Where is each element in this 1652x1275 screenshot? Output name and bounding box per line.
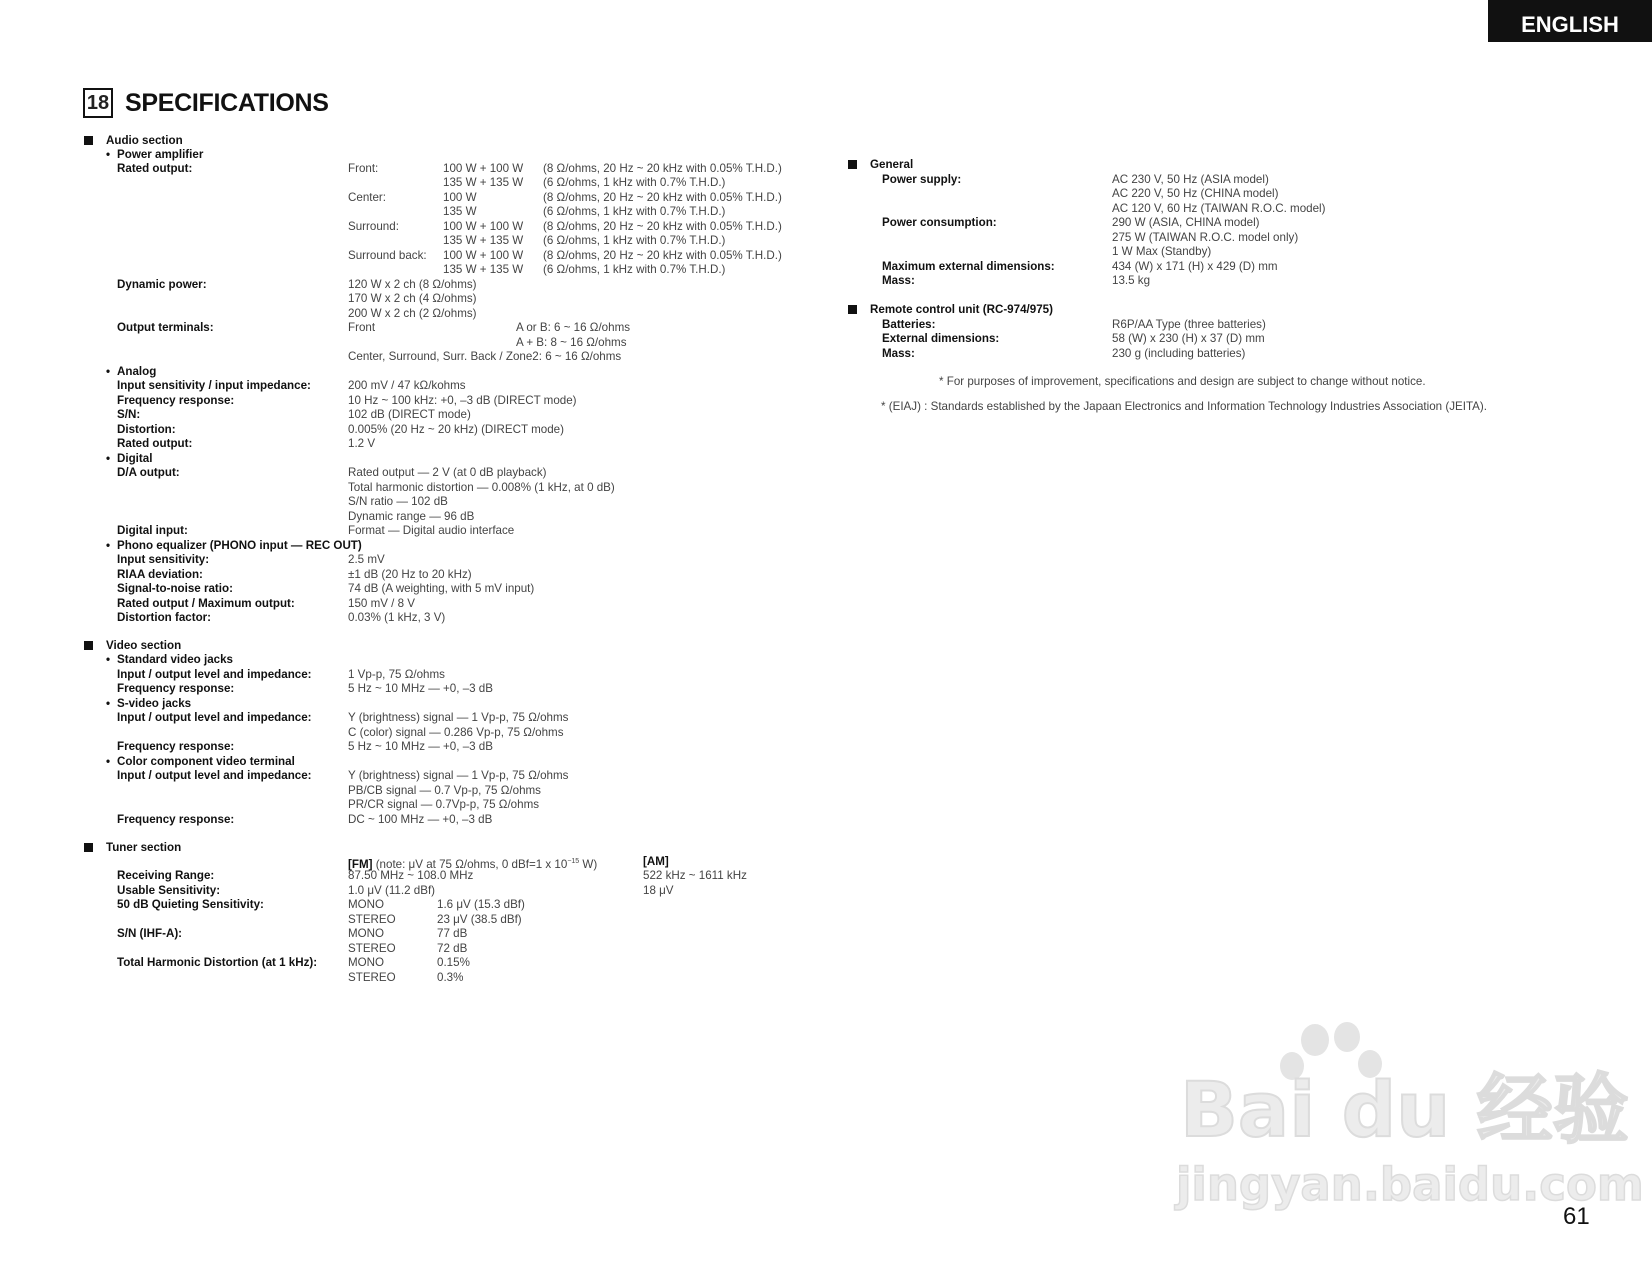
footnote-improvement: * For purposes of improvement, specifications and design are subject to change without notice. [939,375,1426,388]
spec-value: 0.005% (20 Hz ~ 20 kHz) (DIRECT mode) [348,423,564,436]
spec-label: Receiving Range: [117,869,215,882]
language-tab: ENGLISH [1488,0,1652,42]
digital-input-value: Format — Digital audio interface [348,524,515,537]
spec-label: Frequency response: [117,740,235,753]
spec-value: AC 230 V, 50 Hz (ASIA model) [1112,173,1269,186]
rated-w: 135 W + 135 W [443,263,524,276]
rated-cond: (6 Ω/ohms, 1 kHz with 0.7% T.H.D.) [543,176,726,189]
spec-label: Maximum external dimensions: [882,260,1055,273]
rated-cond: (8 Ω/ohms, 20 Hz ~ 20 kHz with 0.05% T.H.D.) [543,220,782,233]
general-section-heading: General [870,158,914,171]
rated-cond: (6 Ω/ohms, 1 kHz with 0.7% T.H.D.) [543,234,726,247]
rated-cond: (8 Ω/ohms, 20 Hz ~ 20 kHz with 0.05% T.H.D.) [543,162,782,175]
spec-label: Rated output / Maximum output: [117,597,295,610]
page-number: 61 [1563,1203,1590,1230]
spec-value: Y (brightness) signal — 1 Vp-p, 75 Ω/ohms [348,769,569,782]
spec-value: 77 dB [437,927,468,940]
spec-value: 522 kHz ~ 1611 kHz [643,869,747,882]
rated-w: 135 W [443,205,477,218]
spec-label: RIAA deviation: [117,568,203,581]
spec-value: 434 (W) x 171 (H) x 429 (D) mm [1112,260,1278,273]
fm-note-end: W) [579,858,598,871]
digital-input-label: Digital input: [117,524,188,537]
fm-note: (note: μV at 75 Ω/ohms, 0 dBf=1 x 10 [372,858,568,871]
standard-video-heading: • Standard video jacks [117,653,233,667]
section-number-box: 18 [83,88,113,118]
spec-label: Input / output level and impedance: [117,769,312,782]
spec-value: 1.6 μV (15.3 dBf) [437,898,525,911]
spec-value: 10 Hz ~ 100 kHz: +0, –3 dB (DIRECT mode) [348,394,577,407]
spec-value: 72 dB [437,942,468,955]
phono-heading: • Phono equalizer (PHONO input — REC OUT) [117,539,362,553]
spec-label: 50 dB Quieting Sensitivity: [117,898,264,911]
rated-ch: Front: [348,162,379,175]
output-terminals-front: Front [348,321,376,334]
tuner-section-heading: Tuner section [106,841,182,854]
spec-value: R6P/AA Type (three batteries) [1112,318,1266,331]
dynamic-power-label: Dynamic power: [117,278,207,291]
power-amplifier-heading: • Power amplifier [117,148,203,162]
spec-label: Distortion: [117,423,176,436]
spec-value: 230 g (including batteries) [1112,347,1246,360]
component-video-heading: • Color component video terminal [117,755,295,769]
dynamic-power-value: 170 W x 2 ch (4 Ω/ohms) [348,292,477,305]
spec-label: Input sensitivity / input impedance: [117,379,311,392]
spec-label: Total Harmonic Distortion (at 1 kHz): [117,956,318,969]
spec-label: Input / output level and impedance: [117,711,312,724]
rated-cond: (8 Ω/ohms, 20 Hz ~ 20 kHz with 0.05% T.H.D.) [543,191,782,204]
spec-value: PR/CR signal — 0.7Vp-p, 75 Ω/ohms [348,798,540,811]
rated-cond: (8 Ω/ohms, 20 Hz ~ 20 kHz with 0.05% T.H.D.) [543,249,782,262]
rated-w: 135 W + 135 W [443,176,524,189]
am-label: [AM] [643,855,669,868]
rated-w: 135 W + 135 W [443,234,524,247]
spec-label: Mass: [882,274,915,287]
mode-label: STEREO [348,971,396,984]
spec-value: AC 220 V, 50 Hz (CHINA model) [1112,187,1279,200]
spec-value: 74 dB (A weighting, with 5 mV input) [348,582,535,595]
spec-value: 1.0 μV (11.2 dBf) [348,884,436,897]
output-terminals-center: Center, Surround, Surr. Back / Zone2: 6 ~ 16 Ω/ohms [348,350,622,363]
spec-value: 13.5 kg [1112,274,1151,287]
spec-value: AC 120 V, 60 Hz (TAIWAN R.O.C. model) [1112,202,1326,215]
rated-ch: Center: [348,191,387,204]
da-output-value: Dynamic range — 96 dB [348,510,475,523]
watermark-brand: Bai du 经验 [1180,1065,1629,1154]
video-section-heading: Video section [106,639,182,652]
rated-w: 100 W + 100 W [443,162,524,175]
audio-section-heading: Audio section [106,134,183,147]
spec-label: Signal-to-noise ratio: [117,582,233,595]
remote-section-heading: Remote control unit (RC-974/975) [870,303,1053,316]
spec-label: Power supply: [882,173,962,186]
da-output-value: S/N ratio — 102 dB [348,495,448,508]
spec-label: S/N (IHF-A): [117,927,183,940]
spec-value: Y (brightness) signal — 1 Vp-p, 75 Ω/ohms [348,711,569,724]
spec-value: DC ~ 100 MHz — +0, –3 dB [348,813,493,826]
spec-value: 1.2 V [348,437,376,450]
spec-value: 1 W Max (Standby) [1112,245,1212,258]
rated-cond: (6 Ω/ohms, 1 kHz with 0.7% T.H.D.) [543,263,726,276]
spec-label: Power consumption: [882,216,997,229]
footnote-eiaj: * (EIAJ) : Standards established by the Japaan Electronics and Information Technology Industries Association (JEITA). [881,400,1487,413]
svideo-heading: • S-video jacks [117,697,191,711]
spec-label: Frequency response: [117,682,235,695]
mode-label: STEREO [348,942,396,955]
rated-output-label: Rated output: [117,162,193,175]
da-output-value: Total harmonic distortion — 0.008% (1 kHz, at 0 dB) [348,481,615,494]
spec-label: Frequency response: [117,813,235,826]
spec-value: 290 W (ASIA, CHINA model) [1112,216,1260,229]
spec-value: PB/CB signal — 0.7 Vp-p, 75 Ω/ohms [348,784,541,797]
rated-w: 100 W [443,191,477,204]
rated-ch: Surround back: [348,249,427,262]
spec-label: Input / output level and impedance: [117,668,312,681]
spec-label: Mass: [882,347,915,360]
page-title [83,88,329,118]
spec-value: 102 dB (DIRECT mode) [348,408,471,421]
spec-value: 150 mV / 8 V [348,597,416,610]
spec-label: Usable Sensitivity: [117,884,221,897]
spec-value: 275 W (TAIWAN R.O.C. model only) [1112,231,1299,244]
rated-w: 100 W + 100 W [443,220,524,233]
spec-label: Batteries: [882,318,936,331]
spec-value: 87.50 MHz ~ 108.0 MHz [348,869,474,882]
rated-w: 100 W + 100 W [443,249,524,262]
spec-value: ±1 dB (20 Hz to 20 kHz) [348,568,472,581]
title-text: SPECIFICATIONS [125,88,329,117]
mode-label: MONO [348,927,385,940]
rated-cond: (6 Ω/ohms, 1 kHz with 0.7% T.H.D.) [543,205,726,218]
fm-note-exponent: −15 [567,858,580,865]
spec-value: 1 Vp-p, 75 Ω/ohms [348,668,445,681]
spec-label: Frequency response: [117,394,235,407]
spec-label: Distortion factor: [117,611,212,624]
spec-value: 0.03% (1 kHz, 3 V) [348,611,446,624]
spec-label: Rated output: [117,437,193,450]
da-output-label: D/A output: [117,466,180,479]
spec-value: 58 (W) x 230 (H) x 37 (D) mm [1112,332,1265,345]
output-terminals-ab: A + B: 8 ~ 16 Ω/ohms [516,336,627,349]
spec-value: 5 Hz ~ 10 MHz — +0, –3 dB [348,740,493,753]
spec-value: 5 Hz ~ 10 MHz — +0, –3 dB [348,682,493,695]
spec-value: 0.15% [437,956,470,969]
mode-label: MONO [348,956,385,969]
spec-label: S/N: [117,408,141,421]
spec-label: Input sensitivity: [117,553,210,566]
spec-value: 0.3% [437,971,464,984]
mode-label: MONO [348,898,385,911]
fm-label: [FM] [348,858,373,871]
spec-value: 200 mV / 47 kΩ/kohms [348,379,466,392]
rated-ch: Surround: [348,220,399,233]
digital-heading: • Digital [117,452,152,466]
spec-value: 18 μV [643,884,674,897]
spec-value: 23 μV (38.5 dBf) [437,913,522,926]
dynamic-power-value: 120 W x 2 ch (8 Ω/ohms) [348,278,477,291]
output-terminals-label: Output terminals: [117,321,214,334]
dynamic-power-value: 200 W x 2 ch (2 Ω/ohms) [348,307,477,320]
mode-label: STEREO [348,913,396,926]
watermark-url: jingyan.baidu.com [1176,1158,1644,1211]
da-output-value: Rated output — 2 V (at 0 dB playback) [348,466,547,479]
spec-label: External dimensions: [882,332,1000,345]
spec-value: 2.5 mV [348,553,385,566]
analog-heading: • Analog [117,365,156,379]
baidu-watermark-logo [1170,1030,1644,1215]
output-terminals-ab: A or B: 6 ~ 16 Ω/ohms [516,321,631,334]
spec-value: C (color) signal — 0.286 Vp-p, 75 Ω/ohms [348,726,564,739]
